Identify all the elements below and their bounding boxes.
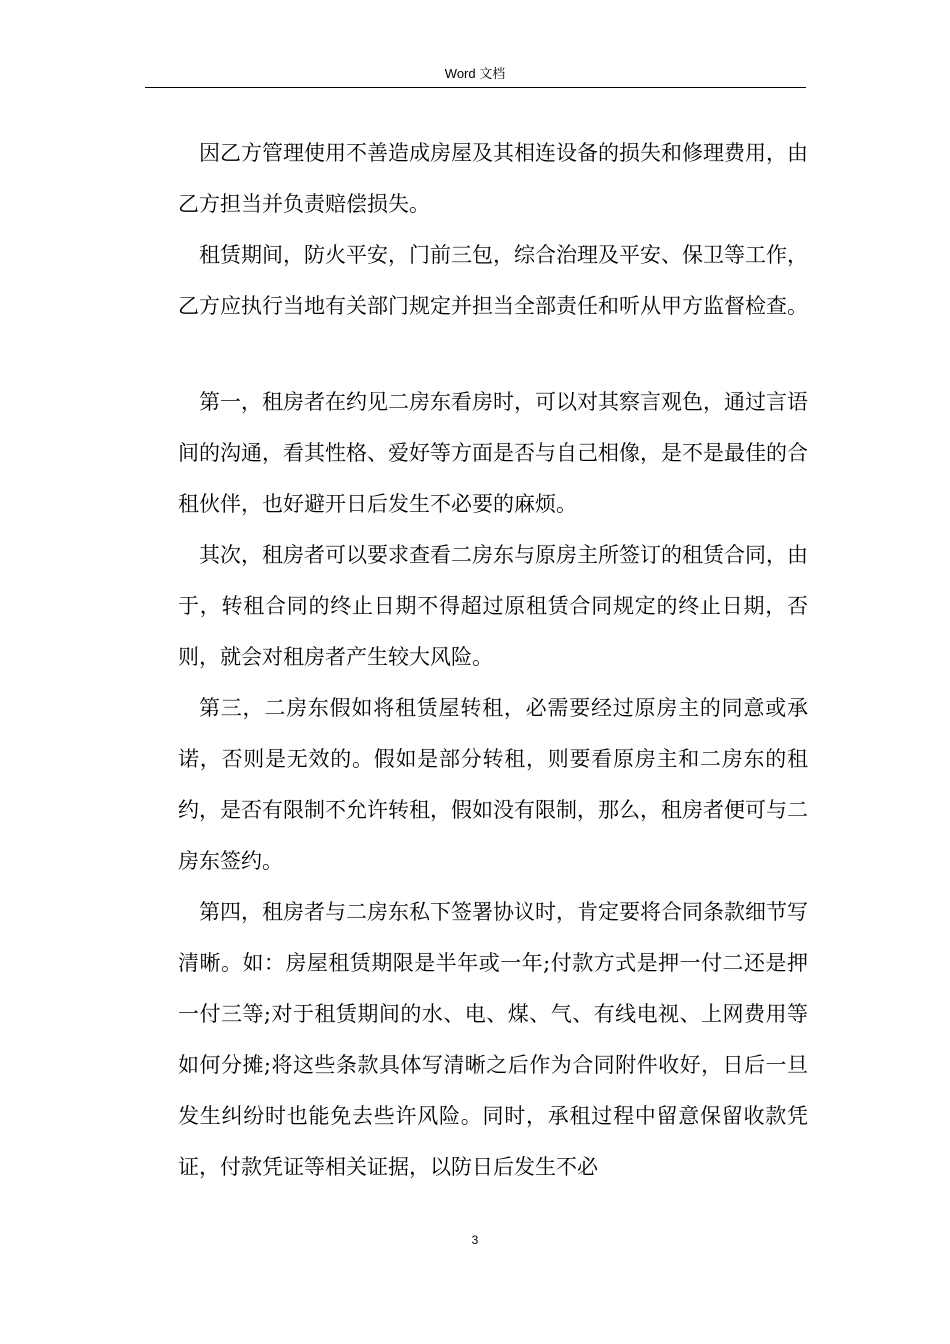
paragraph: 其次，租房者可以要求查看二房东与原房主所签订的租赁合同，由于，转租合同的终止日期不得超过原租赁合同规定的终止日期，否则，就会对租房者产生较大风险。 [178, 543, 808, 669]
paragraph: 因乙方管理使用不善造成房屋及其相连设备的损失和修理费用，由乙方担当并负责赔偿损失。 [178, 141, 808, 216]
document-body [178, 128, 808, 1193]
paragraph: 第四，租房者与二房东私下签署协议时，肯定要将合同条款细节写清晰。如：房屋租赁期限是半年或一年;付款方式是押一付二还是押一付三等;对于租赁期间的水、电、煤、气、有线电视、上网费用等如何分摊;将这些条款具体写清晰之后作为合同附件收好，日后一旦发生纠纷时也能免去些许风险。同时，承租过程中留意保留收款凭证，付款凭证等相关证据，以防日后发生不必 [178, 900, 808, 1179]
header-title: Word 文档 [444, 66, 506, 81]
paragraph: 第一，租房者在约见二房东看房时，可以对其察言观色，通过言语间的沟通，看其性格、爱好等方面是否与自己相像，是不是最佳的合租伙伴，也好避开日后发生不必要的麻烦。 [178, 390, 808, 516]
paragraph: 第三，二房东假如将租赁屋转租，必需要经过原房主的同意或承诺，否则是无效的。假如是部分转租，则要看原房主和二房东的租约，是否有限制不允许转租，假如没有限制，那么，租房者便可与二房东签约。 [178, 696, 808, 873]
page-number: 3 [471, 1233, 479, 1247]
paragraph: 租赁期间，防火平安，门前三包，综合治理及平安、保卫等工作，乙方应执行当地有关部门规定并担当全部责任和听从甲方监督检查。 [178, 243, 808, 318]
header-divider [145, 87, 806, 88]
